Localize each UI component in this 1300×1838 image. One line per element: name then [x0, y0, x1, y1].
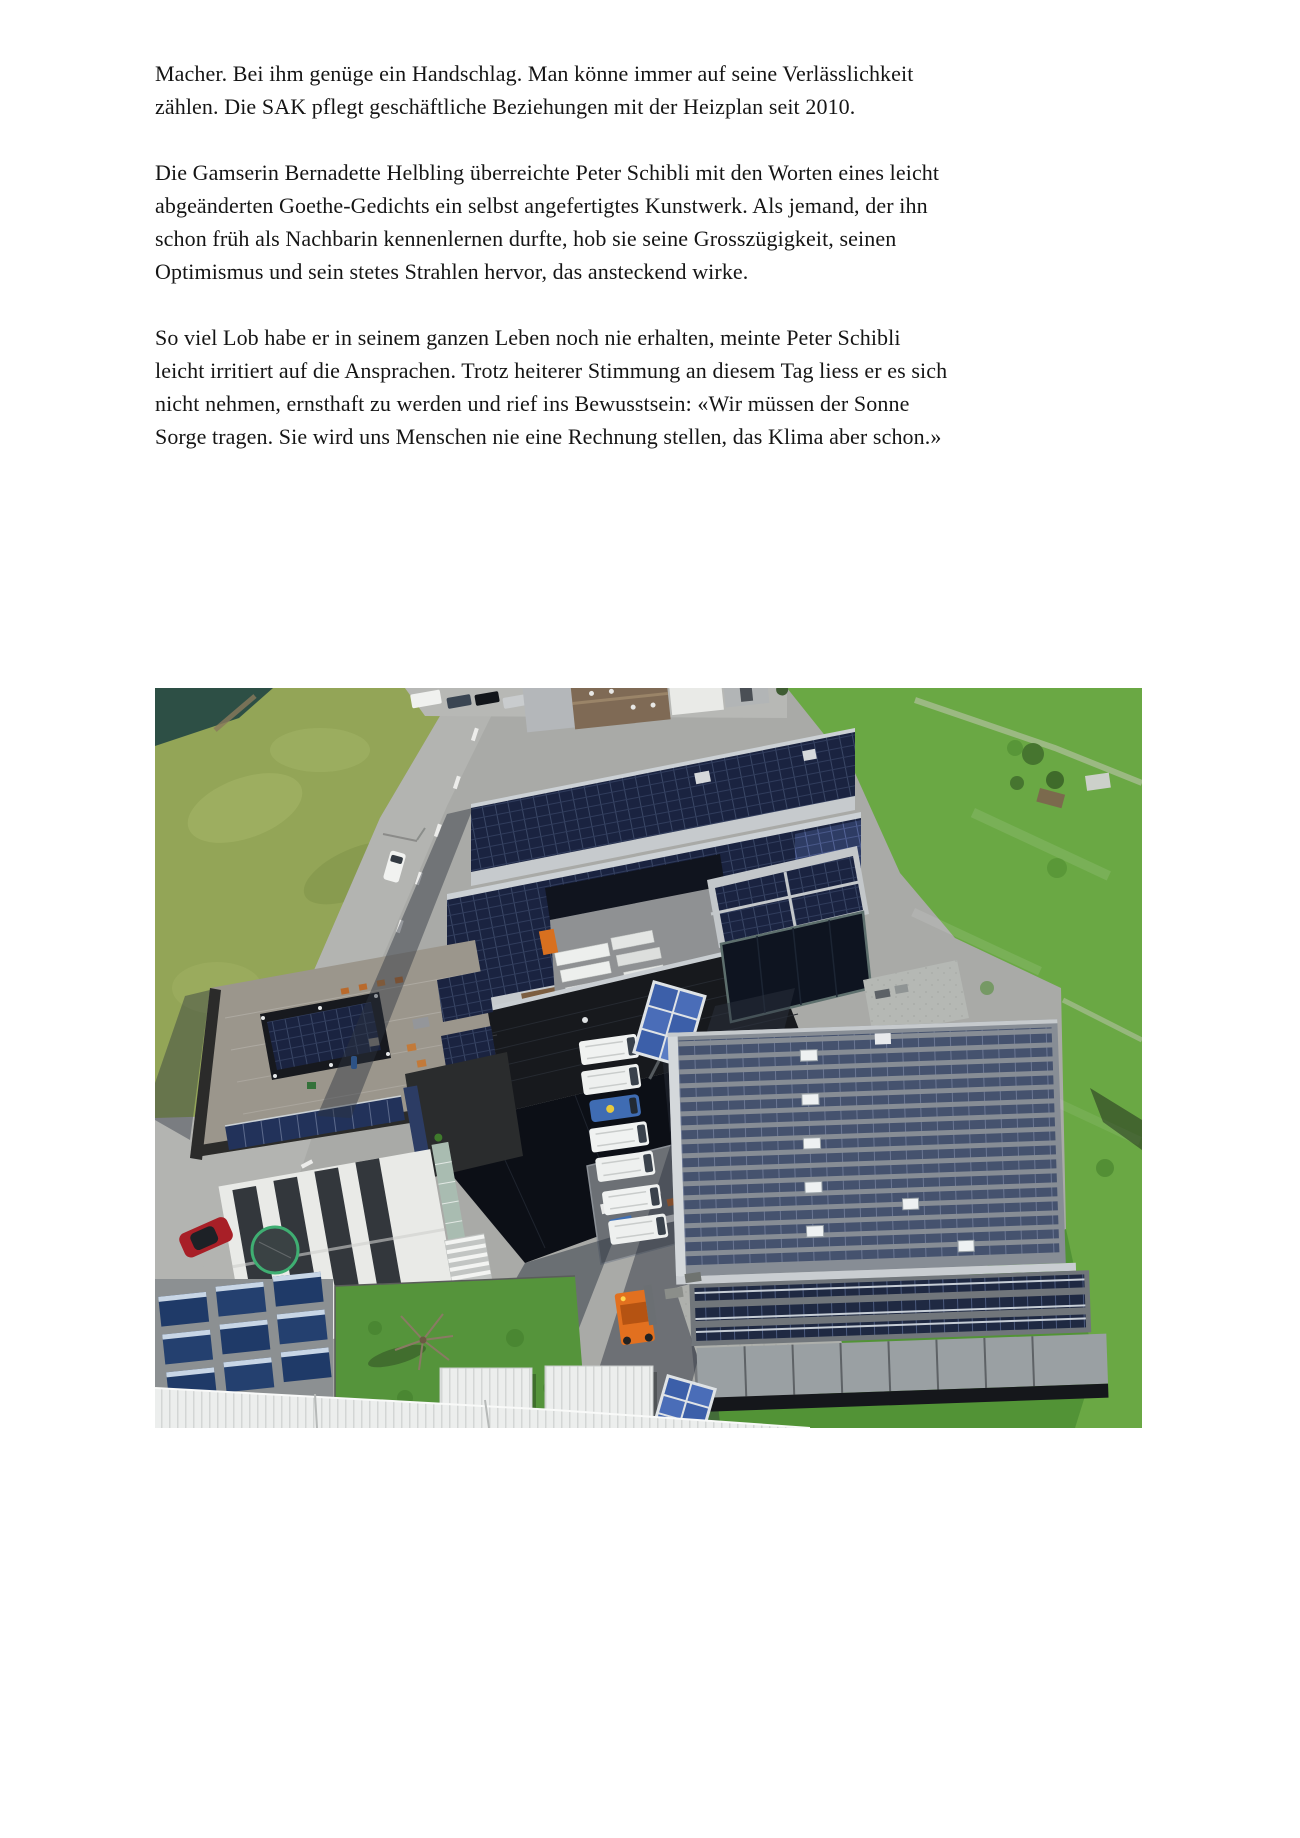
paragraph-3: So viel Lob habe er in seinem ganzen Leben noch nie erhalten, meinte Peter Schibli leicht irritiert auf die Ansprachen. Trotz heiterer Stimmung an diesem Tag liess er es sich nicht nehmen, ernsthaft zu werden und rief ins Bewusstsein: «Wir müssen der Sonne Sorge tragen. Sie wird uns Menschen nie eine Rechnung stellen, das Klima aber schon.» — [155, 325, 948, 449]
aerial-photo — [155, 688, 1142, 1428]
flat-solar-roof — [668, 1018, 1109, 1413]
forklift — [614, 1285, 659, 1346]
aerial-photo-figure — [155, 688, 1142, 1428]
article-body — [155, 57, 950, 486]
paragraph-1: Macher. Bei ihm genüge ein Handschlag. Man könne immer auf seine Verlässlichkeit zählen. Die SAK pflegt geschäftliche Beziehungen mit der Heizplan seit 2010. — [155, 61, 914, 119]
trampoline — [252, 1227, 298, 1273]
paragraph-2: Die Gamserin Bernadette Helbling überreichte Peter Schibli mit den Worten eines leicht abgeänderten Goethe-Gedichts ein selbst angefertigtes Kunstwerk. Als jemand, der ihn schon früh als Nachbarin kennenlernen durfte, hob sie seine Grosszügigkeit, seinen Optimismus und sein stetes Strahlen hervor, das ansteckend wirke. — [155, 160, 940, 284]
